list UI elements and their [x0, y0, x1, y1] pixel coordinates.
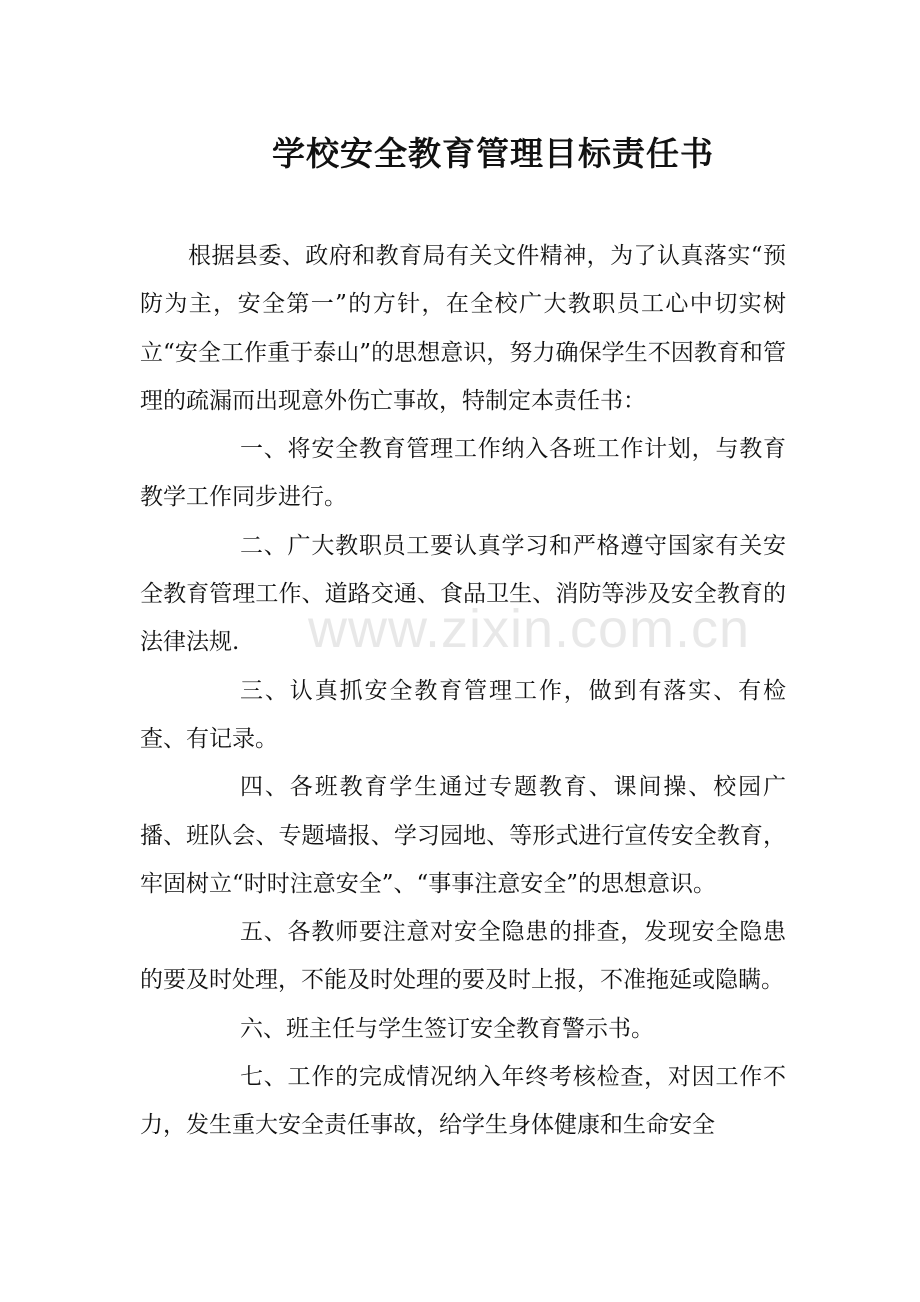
clause-2: 二、广大教职员工要认真学习和严格遵守国家有关安全教育管理工作、道路交通、食品卫生、消防等涉及安全教育的法律法规. [140, 532, 786, 656]
clause-5: 五、各教师要注意对安全隐患的排查，发现安全隐患的要及时处理，不能及时处理的要及时上报，不准拖延或隐瞒。 [140, 919, 786, 994]
intro-paragraph: 根据县委、政府和教育局有关文件精神，为了认真落实“预防为主，安全第一”的方针，在全校广大教职员工心中切实树立“安全工作重于泰山”的思想意识，努力确保学生不因教育和管理的疏漏而出现意外伤亡事故，特制定本责任书： [140, 243, 786, 414]
document-title: 学校安全教育管理目标责任书 [272, 134, 714, 173]
document-body [140, 232, 786, 1150]
clause-6: 六、班主任与学生签订安全教育警示书。 [240, 1015, 654, 1042]
clause-1: 一、将安全教育管理工作纳入各班工作计划，与教育教学工作同步进行。 [140, 436, 786, 511]
clause-7: 七、工作的完成情况纳入年终考核检查，对因工作不力，发生重大安全责任事故，给学生身体健康和生命安全 [140, 1064, 786, 1139]
clause-4: 四、各班教育学生通过专题教育、课间操、校园广播、班队会、专题墙报、学习园地、等形式进行宣传安全教育，牢固树立“时时注意安全”、“事事注意安全”的思想意识。 [140, 774, 786, 897]
site-watermark: www.zixin.com.cn [308, 599, 751, 659]
clause-3: 三、认真抓安全教育管理工作，做到有落实、有检查、有记录。 [140, 677, 786, 752]
